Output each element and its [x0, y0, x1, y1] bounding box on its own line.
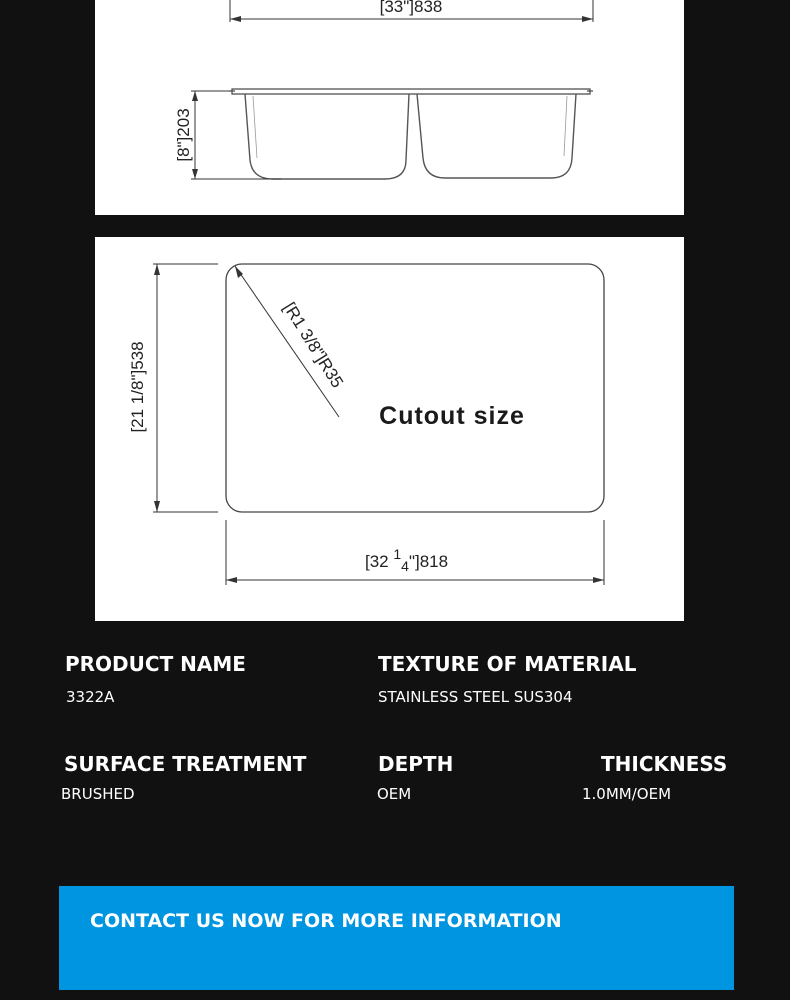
cutout-width-frac-den: 4: [401, 558, 409, 574]
depth-value: OEM: [377, 785, 412, 803]
surface-treatment-value: BRUSHED: [61, 785, 135, 803]
cutout-width-label: [365, 546, 448, 574]
left-bowl-inner: [253, 96, 257, 158]
right-bowl-inner: [564, 96, 567, 156]
height-arrow-bottom: [192, 169, 198, 179]
sink-rim: [232, 89, 590, 94]
thickness-label: THICKNESS: [601, 752, 728, 776]
width-arrow-right: [582, 16, 593, 22]
cutout-height-arrow-bottom: [154, 501, 160, 512]
height-arrow-top: [192, 91, 198, 101]
right-bowl: [417, 94, 576, 178]
cutout-size-label: Cutout size: [379, 402, 525, 430]
cutout-height-label: [21 1/8"]538: [128, 341, 147, 433]
depth-label: DEPTH: [378, 752, 454, 776]
contact-us-label[interactable]: CONTACT US NOW FOR MORE INFORMATION: [90, 910, 562, 932]
cutout-width-arrow-right: [593, 577, 604, 583]
cutout-width-frac-num: 1: [393, 546, 402, 562]
cutout-svg: [95, 237, 684, 621]
texture-value: STAINLESS STEEL SUS304: [378, 688, 573, 706]
thickness-value: 1.0MM/OEM: [582, 785, 672, 803]
contact-us-banner[interactable]: [59, 886, 734, 990]
side-view-svg: [95, 0, 684, 215]
cutout-width-arrow-left: [226, 577, 237, 583]
cutout-size-drawing: [95, 237, 684, 621]
product-name-value: 3322A: [66, 688, 115, 706]
radius-label: [R1 3/8"]R35: [279, 299, 347, 392]
texture-label: TEXTURE OF MATERIAL: [378, 652, 637, 676]
sink-side-view-drawing: [95, 0, 684, 215]
cutout-height-arrow-top: [154, 264, 160, 275]
width-arrow-left: [230, 16, 241, 22]
cutout-width-suffix: "]818: [408, 552, 449, 571]
surface-treatment-label: SURFACE TREATMENT: [64, 752, 307, 776]
cutout-width-prefix: [32: [365, 552, 394, 571]
product-name-label: PRODUCT NAME: [65, 652, 246, 676]
left-bowl: [245, 94, 409, 179]
height-label: [8"]203: [174, 108, 193, 162]
width-label: [33"]838: [379, 0, 443, 16]
cutout-outline: [226, 264, 604, 512]
